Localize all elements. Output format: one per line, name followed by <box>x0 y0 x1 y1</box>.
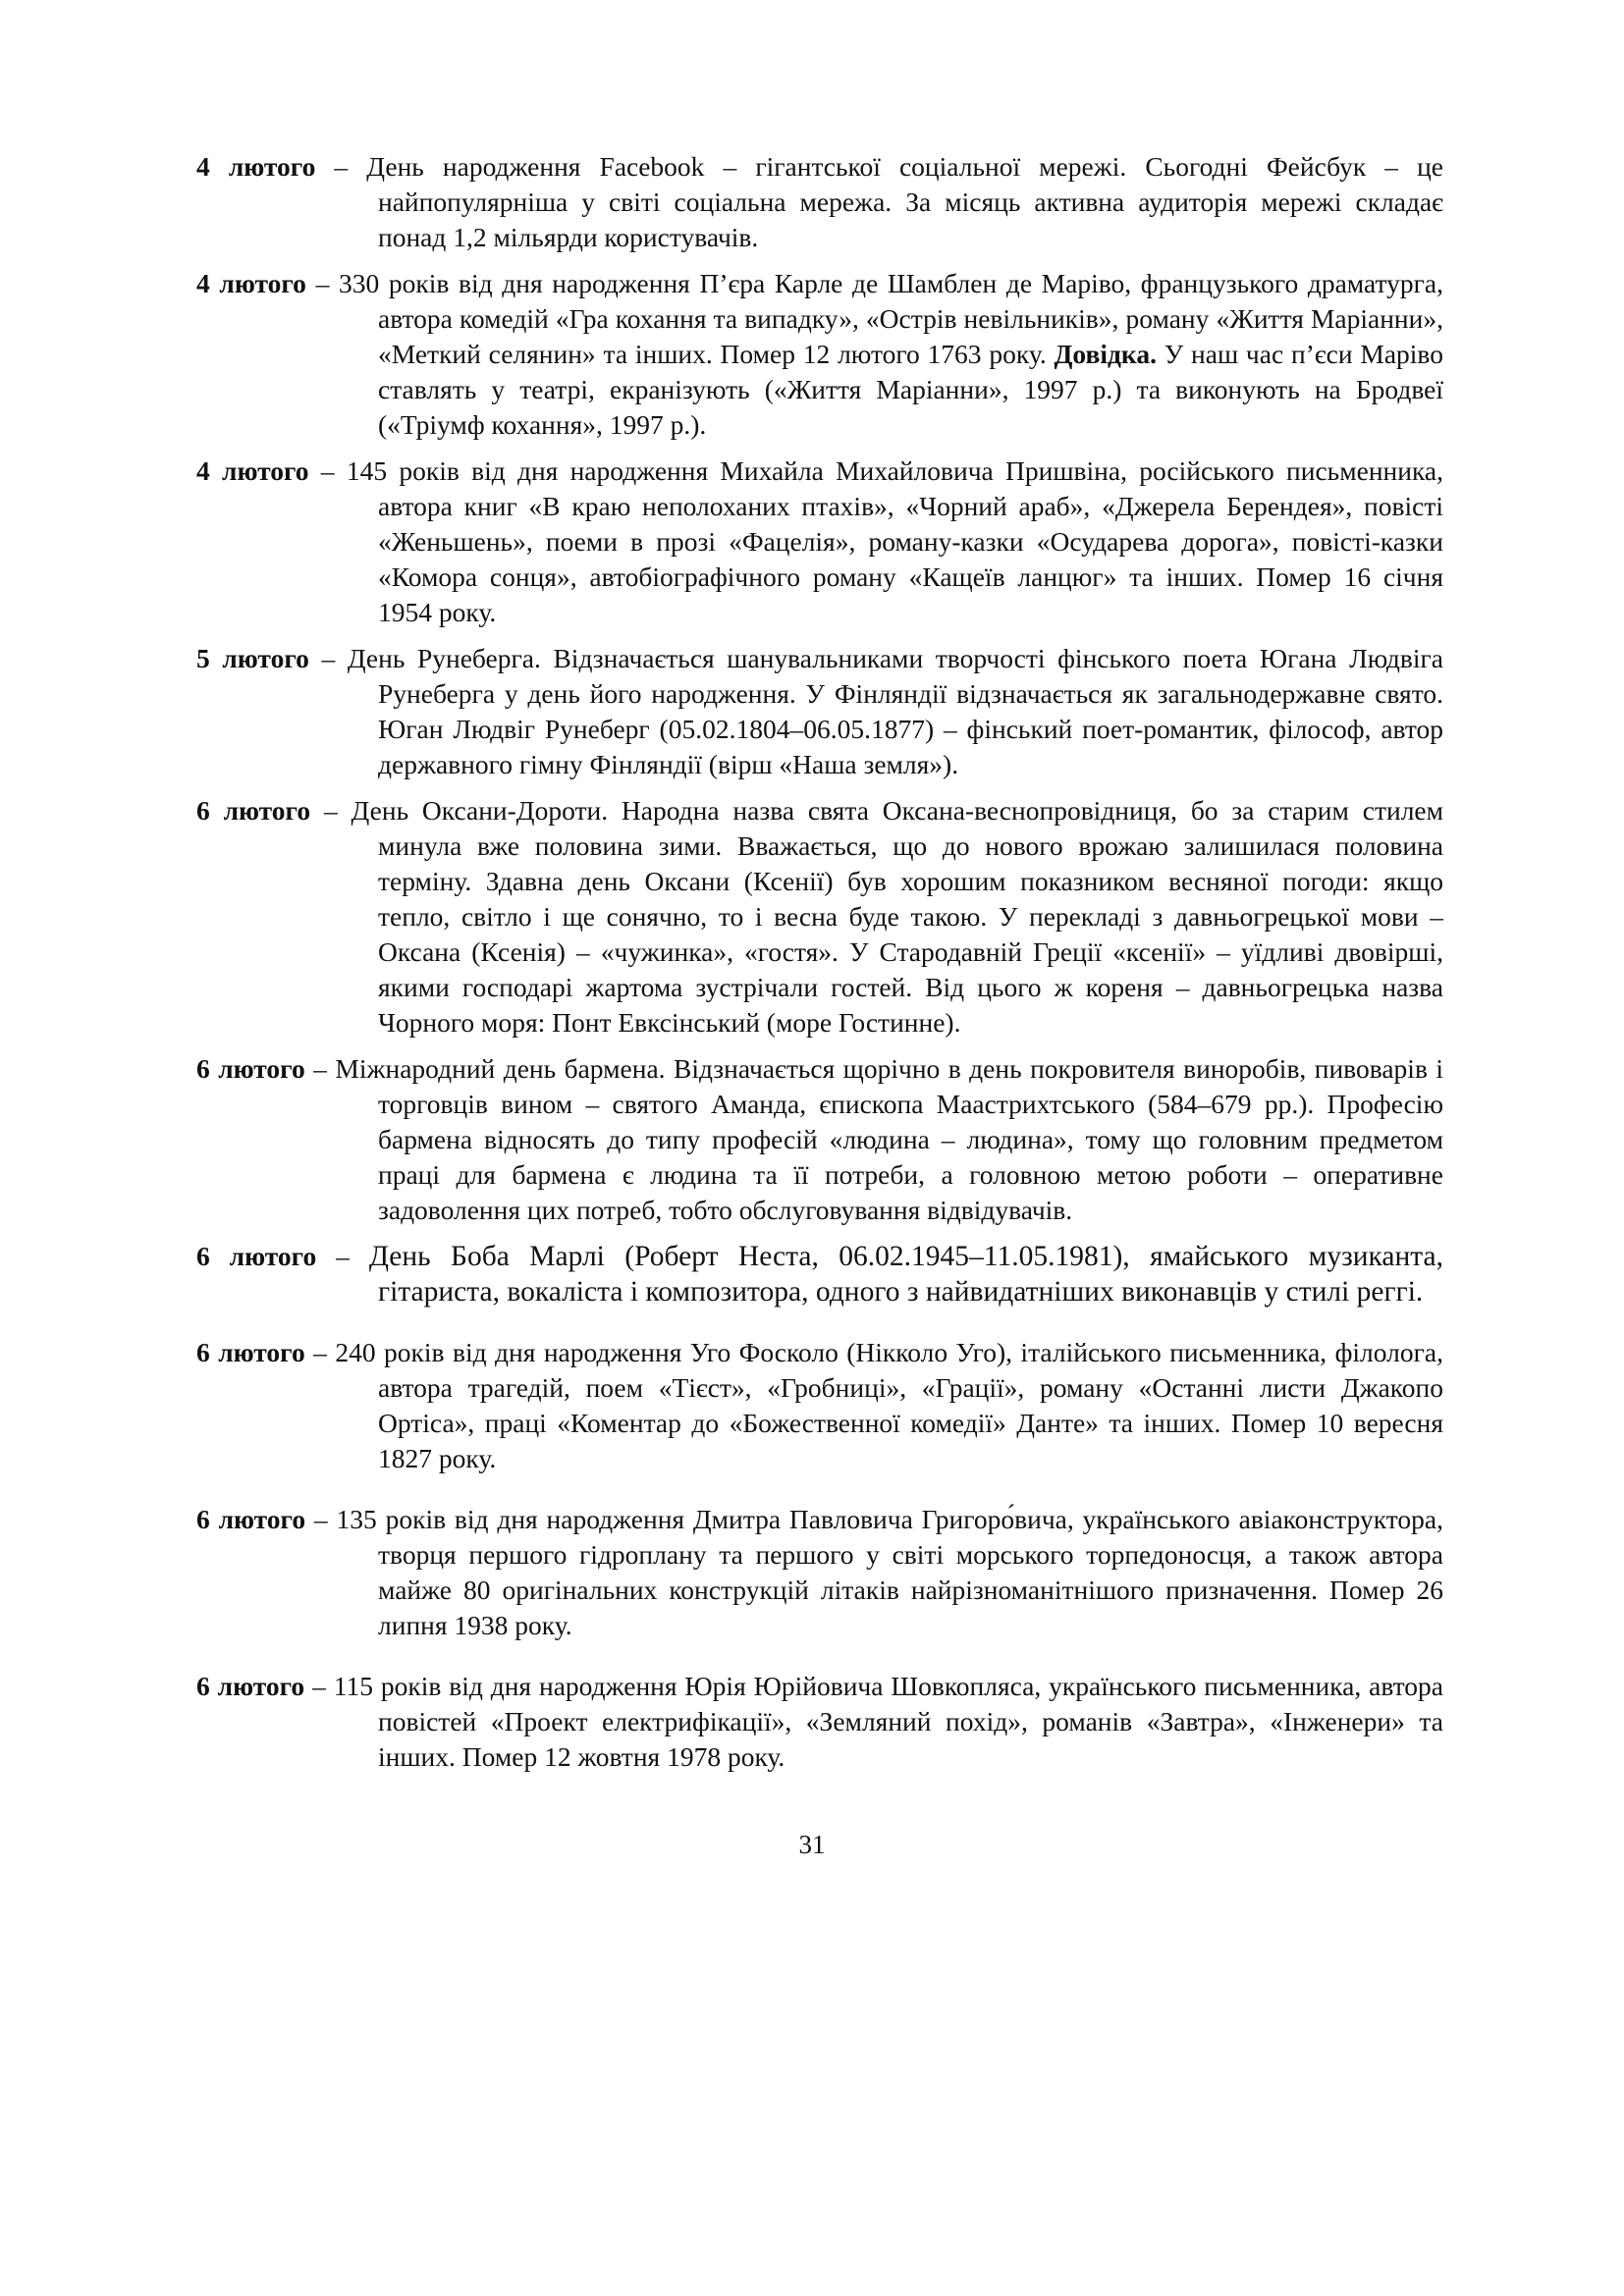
entry-text: 145 років від дня народження Михайла Михайловича Пришвіна, російського письменника, автора книг «В краю неполоханих птахів», «Чорний араб», «Джерела Берендея», повісті «Женьшень», поеми в прозі «Фацелія», роману-казки «Осударева дорога», повісті-казки «Комора сонця», автобіографічного роману «Кащеїв ланцюг» та інших. Помер 16 січня 1954 року. <box>346 455 1443 627</box>
entry-text: Міжнародний день бармена. Відзначається щорічно в день покровителя виноробів, пивоварів і торговців вином – святого Аманда, єпископа Маастрихтського (584–679 рр.). Професію бармена відносять до типу професій «людина – людина», тому що головним предметом праці для бармена є людина та її потреби, а головною метою роботи – оперативне задоволення цих потреб, тобто обслуговування відвідувачів. <box>335 1053 1444 1225</box>
entry-separator: – <box>310 795 352 826</box>
entry-marivaux <box>196 266 1443 443</box>
entry-bartender-day <box>196 1051 1443 1228</box>
entry-text: День Рунеберга. Відзначається шанувальниками творчості фінського поета Югана Людвіга Рунеберга у день його народження. У Фінляндії відзначається як загальнодержавне свято. Юган Людвіг Рунеберг (05.02.1804–06.05.1877) – фінський поет-романтик, філософ, автор державного гімну Фінляндії (вірш «Наша земля»). <box>347 643 1444 779</box>
entry-text: День Оксани-Дороти. Народна назва свята Оксана-веснопровідниця, бо за старим стилем минула вже половина зими. Вважається, що до нового врожаю залишилася половина терміну. Здавна день Оксани (Ксенії) був хорошим показником весняної погоди: якщо тепло, світло і ще сонячно, то і весна буде такою. У перекладі з давньогрецької мови – Оксана (Ксенія) – «чужинка», «гостя». У Стародавній Греції «ксенії» – уїдливі двовірші, якими господарі жартома зустрічали гостей. Від цього ж кореня – давньогрецька назва Чорного моря: Понт Евксінський (море Гостинне). <box>351 795 1444 1038</box>
entry-separator: – <box>304 1053 336 1084</box>
entry-facebook-day <box>196 149 1443 255</box>
entry-prishvin <box>196 454 1443 630</box>
entry-text: 330 років від дня народження П’єра Карле де Шамблен де Маріво, французького драматурга, автора комедій «Гра кохання та випадку», «Острів невільників», роману «Життя Маріанни», «Меткий селянин» та інших. Помер 12 лютого 1763 року. <box>338 268 1444 369</box>
entry-text: День народження Facebook – гігантської соціальної мережі. Сьогодні Фейсбук – це найпопулярніша у світі соціальна мережа. За місяць активна аудиторія мережі складає понад 1,2 мільярди користувачів. <box>366 151 1444 252</box>
entry-foscolo <box>196 1335 1443 1476</box>
entry-runeberg-day <box>196 641 1443 782</box>
entry-separator: – <box>308 643 348 673</box>
entry-separator: – <box>305 268 339 298</box>
entry-date: 6 лютого <box>196 1671 305 1701</box>
page-body <box>196 149 1443 1786</box>
entry-date: 6 лютого <box>196 795 311 826</box>
entry-separator: – <box>315 151 367 182</box>
entry-date: 6 лютого <box>196 1053 305 1084</box>
entry-note-label: Довідка. <box>1054 339 1157 369</box>
entry-text: 240 років від дня народження Уго Фосколо (Нікколо Уго), італійського письменника, філолога, автора трагедій, поем «Тієст», «Гробниці», «Грації», роману «Останні листи Джакопо Ортіса», праці «Коментар до «Божественної комедії» Данте» та інших. Помер 10 вересня 1827 року. <box>335 1337 1443 1473</box>
entry-oksana-day <box>196 793 1443 1041</box>
entry-bob-marley-day <box>196 1239 1443 1309</box>
entry-date: 4 лютого <box>196 151 316 182</box>
entry-grigorovich <box>196 1502 1443 1643</box>
entry-date: 6 лютого <box>196 1337 305 1367</box>
entry-date: 6 лютого <box>196 1504 306 1534</box>
entry-date: 5 лютого <box>196 643 309 673</box>
page-number: 31 <box>798 1830 826 1859</box>
entry-note-text: У наш час п’єси Маріво ставлять у театрі, екранізують («Життя Маріанни», 1997 р.) та виконують на Бродвеї («Тріумф кохання», 1997 р.). <box>378 339 1443 440</box>
entry-separator: – <box>316 1241 369 1271</box>
entry-shovkoplyas <box>196 1669 1443 1775</box>
entry-separator: – <box>304 1671 334 1701</box>
entry-separator: – <box>305 1504 337 1534</box>
entry-text: День Боба Марлі (Роберт Неста, 06.02.1945–11.05.1981), ямайського музиканта, гітариста, вокаліста і композитора, одного з найвидатніших виконавців у стилі реггі. <box>368 1241 1444 1308</box>
entry-text: 135 років від дня народження Дмитра Павловича Григоро́вича, українського авіаконструктора, творця першого гідроплану та першого у світі морського торпедоносця, а також автора майже 80 оригінальних конструкцій літаків найрізноманітнішого призначення. Помер 26 липня 1938 року. <box>336 1504 1444 1640</box>
entry-date: 4 лютого <box>196 268 306 298</box>
entry-date: 6 лютого <box>196 1241 317 1271</box>
entry-separator: – <box>304 1337 336 1367</box>
entry-text: 115 років від дня народження Юрія Юрійовича Шовкопляса, українського письменника, автора повістей «Проект електрифікації», «Земляний похід», романів «Завтра», «Інженери» та інших. Помер 12 жовтня 1978 року. <box>333 1671 1444 1772</box>
entry-date: 4 лютого <box>196 455 309 486</box>
entry-separator: – <box>308 455 347 486</box>
